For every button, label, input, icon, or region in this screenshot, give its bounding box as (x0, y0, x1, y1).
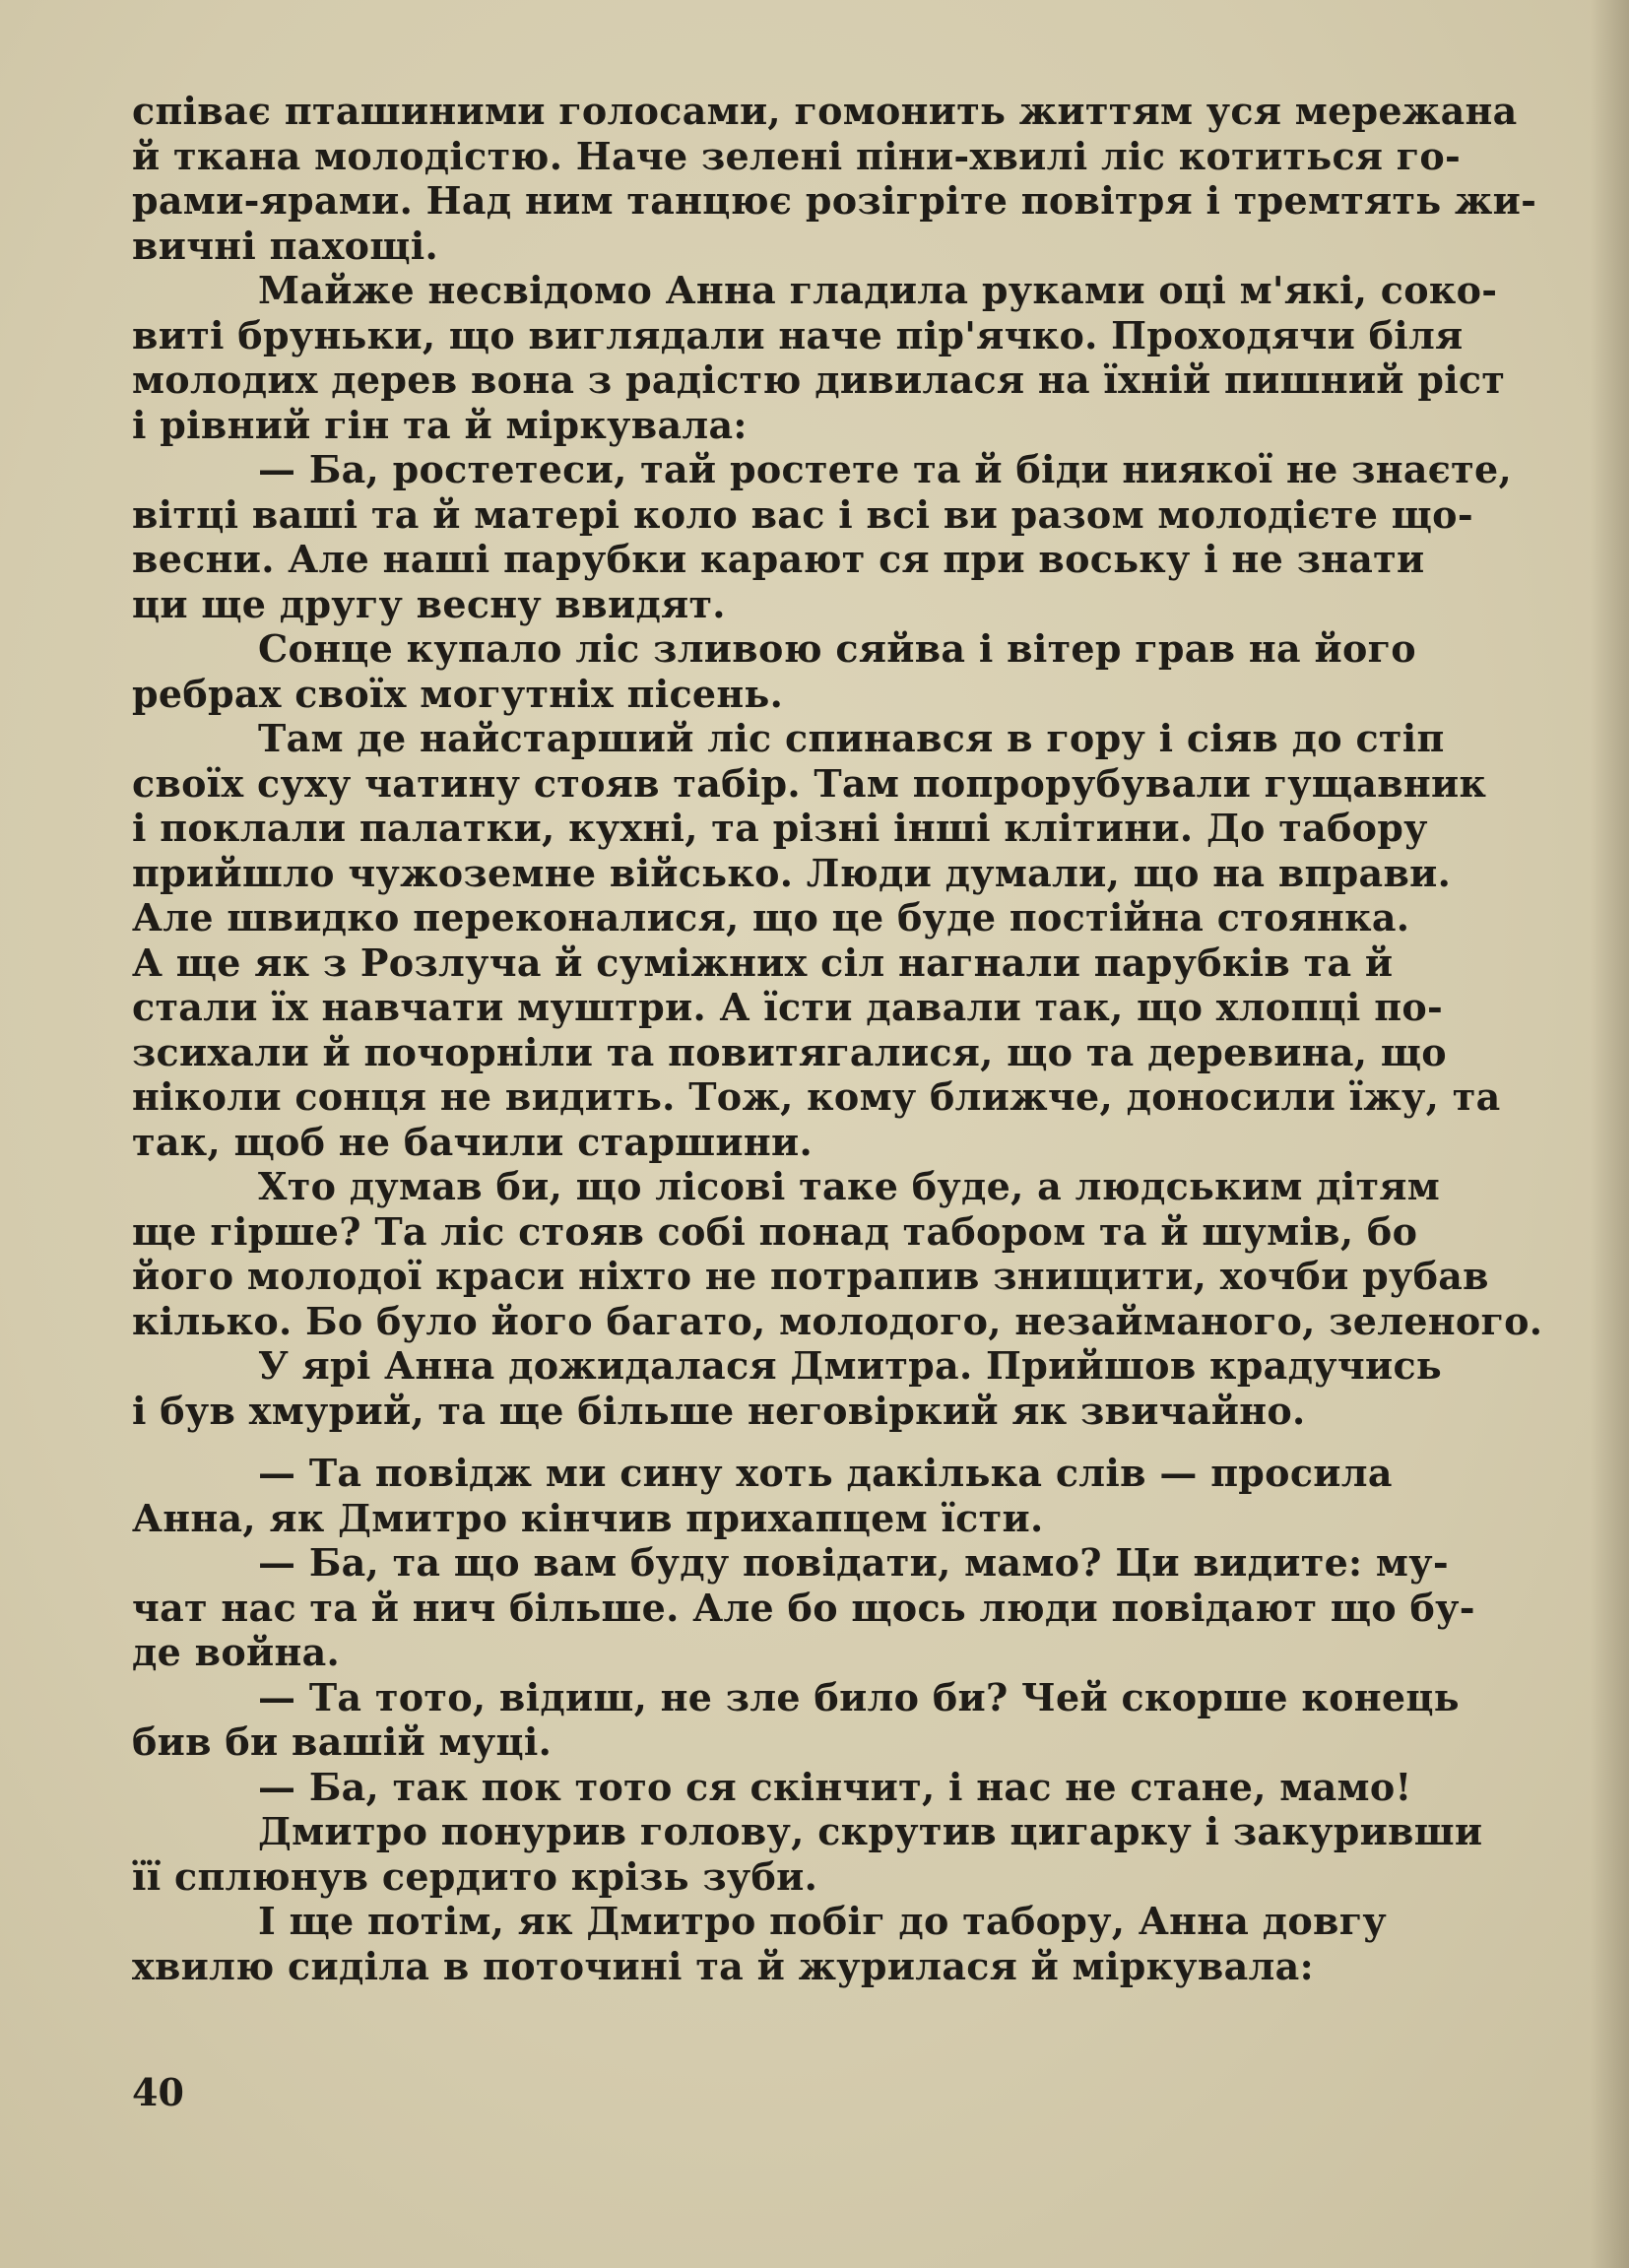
text-line: ніколи сонця не видить. Тож, кому ближче, доносили їжу, та (132, 1074, 1501, 1119)
text-line: стали їх навчати муштри. А їсти давали так, що хлопці по- (132, 985, 1444, 1029)
text-line: ще гірше? Та ліс стояв собі понад табором та й шумів, бо (132, 1208, 1418, 1254)
text-line: весни. Але наші парубки карают ся при воську і не знати (132, 537, 1425, 581)
text-line: — Ба, так пок тото ся скінчит, і нас не стане, мамо! (258, 1764, 1412, 1809)
text-line: співає пташиними голосами, гомонить життям уся мережана (132, 89, 1518, 133)
text-line: бив би вашій муці. (132, 1719, 553, 1764)
text-line: вичні пахощі. (132, 223, 438, 268)
text-line: Там де найстарший ліс спинався в гору і сіяв до стіп (258, 716, 1445, 760)
text-line: Дмитро понурив голову, скрутив цигарку і закуривши (258, 1809, 1483, 1853)
text-line: і був хмурий, та ще більше неговіркий як звичайно. (132, 1388, 1306, 1433)
text-line: й ткана молодістю. Наче зелені піни-хвилі ліс котиться го- (132, 133, 1462, 178)
text-line: Анна, як Дмитро кінчив прихапцем їсти. (132, 1495, 1044, 1540)
text-line: — Та тото, відиш, не зле било би? Чей скорше конець (258, 1674, 1460, 1719)
text-line: своїх суху чатину стояв табір. Там попрорубували гущавник (132, 760, 1487, 806)
text-line: і поклали палатки, кухні, та різні інші клітини. До табору (132, 806, 1428, 850)
text-line: У ярі Анна дожидалася Дмитра. Прийшов крадучись (258, 1343, 1442, 1388)
page-number: 40 (132, 2070, 184, 2114)
text-line: чат нас та й нич більше. Але бо щось люди повідают що бу- (132, 1585, 1475, 1630)
text-line: хвилю сиділа в поточині та й журилася й міркувала: (132, 1943, 1314, 1988)
text-line: — Ба, та що вам буду повідати, мамо? Ци видите: му- (258, 1540, 1449, 1585)
text-line: А ще як з Розлуча й суміжних сіл нагнали парубків та й (132, 940, 1394, 985)
text-line: і рівний гін та й міркувала: (132, 402, 748, 447)
text-line: так, щоб не бачили старшини. (132, 1119, 814, 1164)
text-line: її сплюнув сердито крізь зуби. (132, 1853, 818, 1899)
text-line: рами-ярами. Над ним танцює розігріте повітря і тремтять жи- (132, 178, 1537, 223)
text-line: його молодої краси ніхто не потрапив знищити, хочби рубав (132, 1254, 1489, 1298)
text-line: виті бруньки, що виглядали наче пір'ячко. Проходячи біля (132, 312, 1464, 357)
text-line: прийшло чужоземне військо. Люди думали, що на вправи. (132, 850, 1452, 895)
text-line: Майже несвідомо Анна гладила руками оці м'які, соко- (258, 268, 1498, 312)
page-text (132, 89, 1599, 1988)
text-line: — Та повідж ми сину хоть дакілька слів — просила (258, 1451, 1393, 1495)
text-line: І ще потім, як Дмитро побіг до табору, Анна довгу (258, 1899, 1387, 1943)
text-line: Сонце купало ліс зливою сяйва і вітер грав на його (258, 626, 1416, 671)
text-line: ци ще другу весну ввидят. (132, 581, 726, 626)
text-line: вітці ваші та й матері коло вас і всі ви разом молодієте що- (132, 491, 1473, 537)
text-line: ребрах своїх могутніх пісень. (132, 671, 784, 716)
text-line: зсихали й почорніли та повитягалися, що та деревина, що (132, 1029, 1447, 1074)
text-line: молодих дерев вона з радістю дивилася на їхній пишний ріст (132, 357, 1506, 402)
text-line: де война. (132, 1630, 341, 1674)
text-line: — Ба, ростетеси, тай ростете та й біди ниякої не знаєте, (258, 447, 1513, 491)
text-line: Хто думав би, що лісові таке буде, а людським дітям (258, 1164, 1441, 1208)
text-line: Але швидко переконалися, що це буде постійна стоянка. (132, 895, 1410, 940)
text-line: кілько. Бо було його багато, молодого, незайманого, зеленого. (132, 1298, 1543, 1343)
